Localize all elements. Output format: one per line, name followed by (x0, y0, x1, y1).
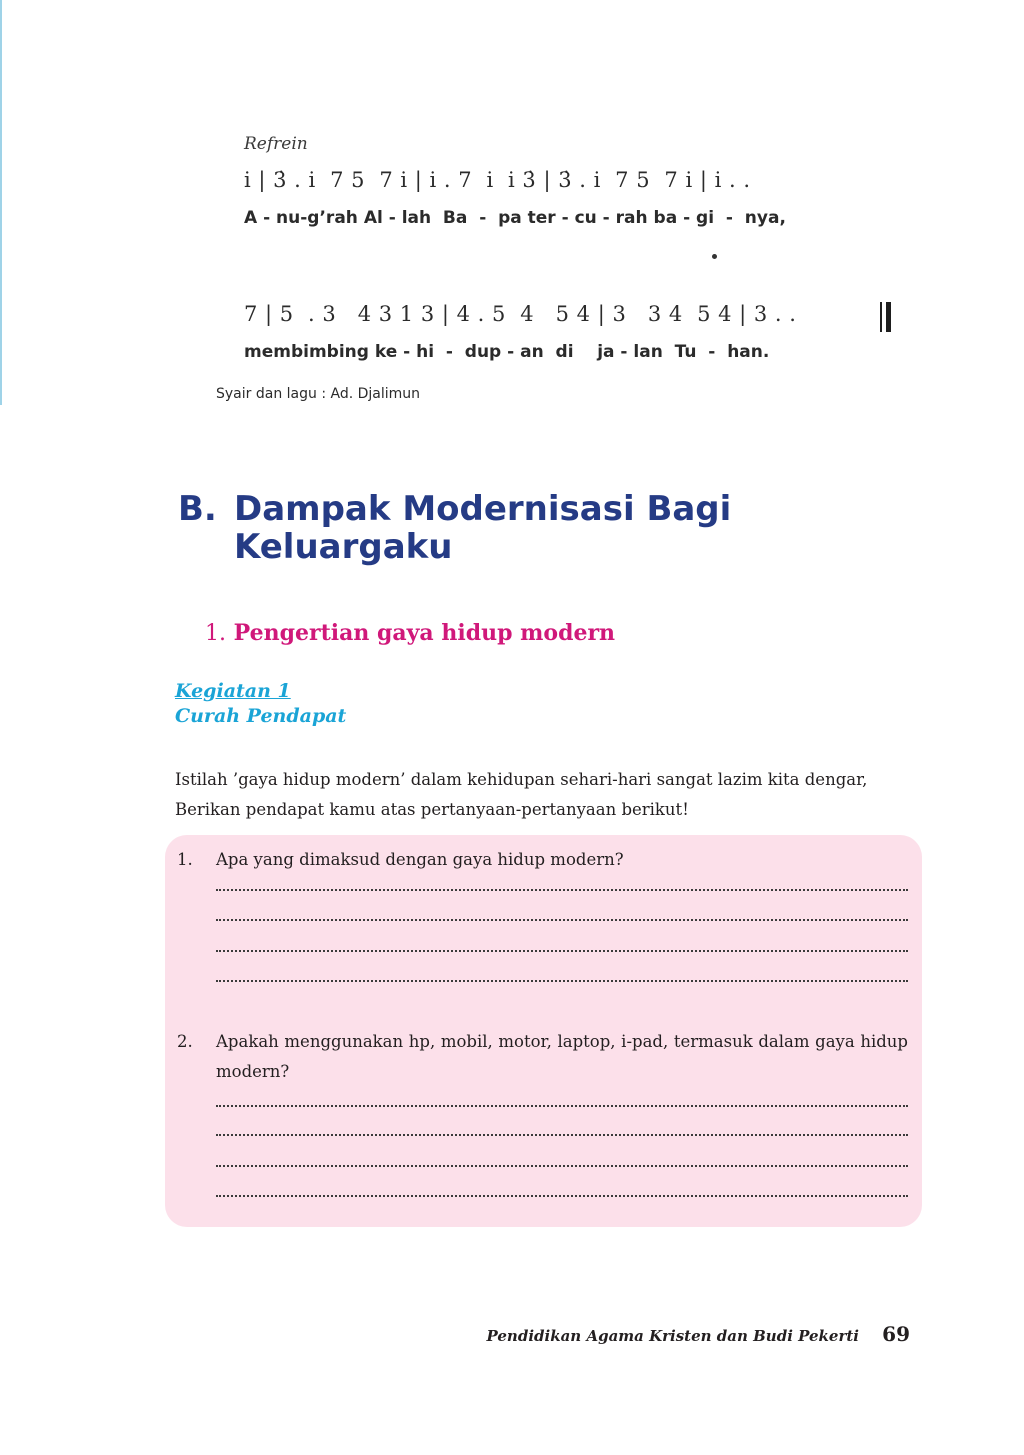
footer-book-title: Pendidikan Agama Kristen dan Budi Pekerti (486, 1327, 859, 1345)
activity-label: Kegiatan 1 (175, 680, 291, 702)
answer-line[interactable] (216, 978, 908, 982)
refrain-label: Refrein (244, 134, 308, 154)
song-credits: Syair dan lagu : Ad. Djalimun (216, 386, 421, 402)
answer-line[interactable] (216, 1193, 908, 1197)
answer-line[interactable] (216, 917, 908, 921)
end-barline-thin (880, 302, 882, 332)
notation-line-1: i | 3̇ . i 7 5 7 i | i . 7 i i 3̇ | 3̇ . i 7 5 7 i | i . . (244, 168, 751, 192)
end-barline-thick (886, 302, 891, 332)
music-notation (244, 130, 904, 410)
activity-name: Curah Pendapat (175, 705, 347, 727)
question-text: Apakah menggunakan hp, mobil, motor, laptop, i-pad, termasuk dalam gaya hidup modern? (216, 1032, 908, 1081)
subsection-number: 1. (205, 621, 226, 646)
section-letter: B. (178, 489, 217, 529)
subsection-title: Pengertian gaya hidup modern (233, 620, 616, 646)
subsection-heading (205, 620, 615, 646)
question-text: Apa yang dimaksud dengan gaya hidup modern? (216, 850, 624, 869)
notation-dot (712, 254, 717, 259)
activity-block (175, 679, 346, 729)
answer-line[interactable] (216, 1163, 908, 1167)
answer-line[interactable] (216, 887, 908, 891)
page-edge-line (0, 0, 2, 405)
prompt-paragraph: Istilah ’gaya hidup modern’ dalam kehidupan sehari-hari sangat lazim kita dengar, Berikan pendapat kamu atas pertanyaan-pertanyaan berikut! (175, 770, 868, 819)
lyrics-line-1: A - nu-g’rah Al - lah Ba - pa ter - cu - rah ba - gi - nya, (244, 208, 786, 228)
page-number: 69 (882, 1322, 910, 1346)
answer-line[interactable] (216, 948, 908, 952)
answer-line[interactable] (216, 1132, 908, 1136)
question-number: 1. (177, 850, 193, 869)
question-number: 2. (177, 1032, 193, 1051)
lyrics-line-2: membimbing ke - hi - dup - an di ja - lan Tu - han. (244, 342, 770, 362)
answer-box (165, 835, 922, 1227)
answer-line[interactable] (216, 1103, 908, 1107)
section-title: Dampak Modernisasi Bagi Keluargaku (234, 489, 732, 567)
notation-line-2: 7 | 5 . 3 4 3 1 3 | 4 . 5 4 5 4 | 3 3 4 5 4 | 3 . . (244, 302, 797, 326)
